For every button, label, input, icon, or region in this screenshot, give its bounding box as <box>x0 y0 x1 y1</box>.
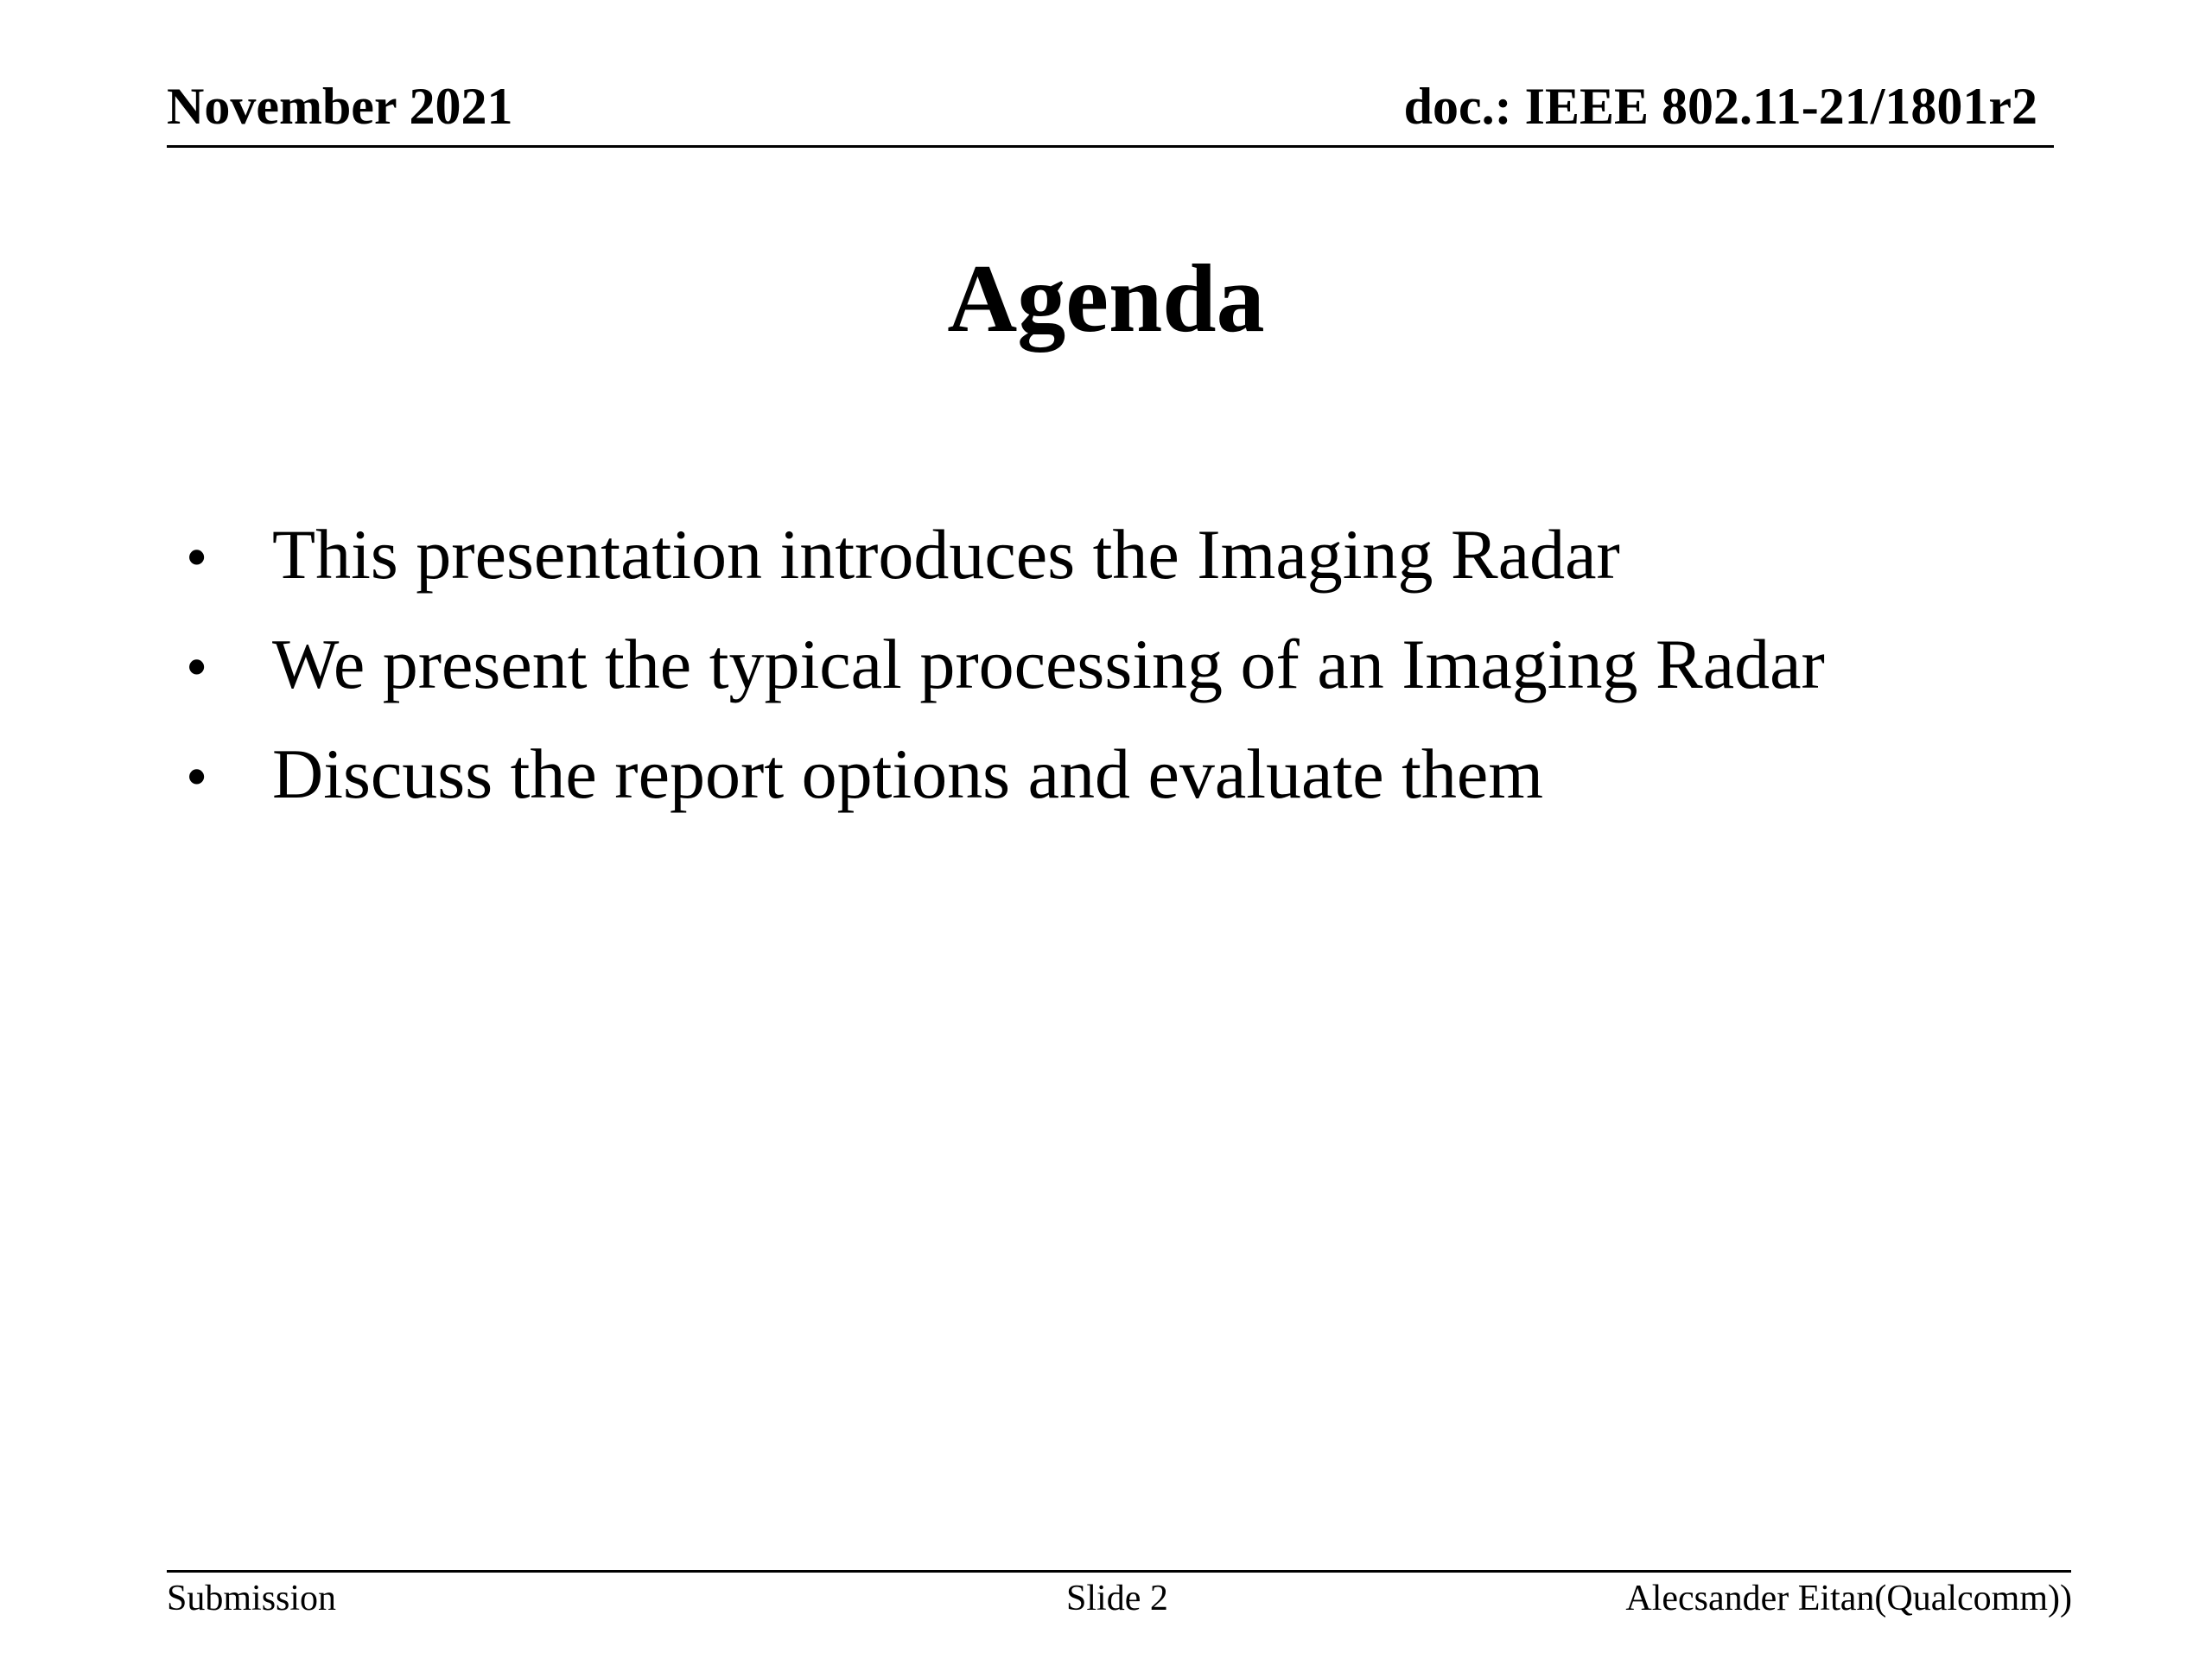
bullet-text: We present the typical processing of an Imaging Radar <box>272 625 1825 703</box>
bullet-icon: • <box>186 632 208 702</box>
bullet-list <box>186 501 2087 830</box>
bullet-item <box>186 611 2087 721</box>
footer-author: Alecsander Eitan(Qualcomm)) <box>1625 1579 2072 1618</box>
bullet-text: Discuss the report options and evaluate them <box>272 734 1544 813</box>
bullet-item <box>186 501 2087 611</box>
header-divider <box>167 145 2054 148</box>
header-doc-id: doc.: IEEE 802.11-21/1801r2 <box>1403 78 2037 135</box>
footer-divider <box>167 1570 2071 1573</box>
bullet-icon: • <box>186 523 208 592</box>
header-date: November 2021 <box>167 78 513 135</box>
bullet-item <box>186 721 2087 830</box>
footer-submission: Submission <box>167 1579 337 1618</box>
bullet-icon: • <box>186 742 208 811</box>
footer-slide-number: Slide 2 <box>1066 1579 1168 1618</box>
slide-title: Agenda <box>947 245 1265 353</box>
bullet-text: This presentation introduces the Imaging Radar <box>272 515 1620 594</box>
